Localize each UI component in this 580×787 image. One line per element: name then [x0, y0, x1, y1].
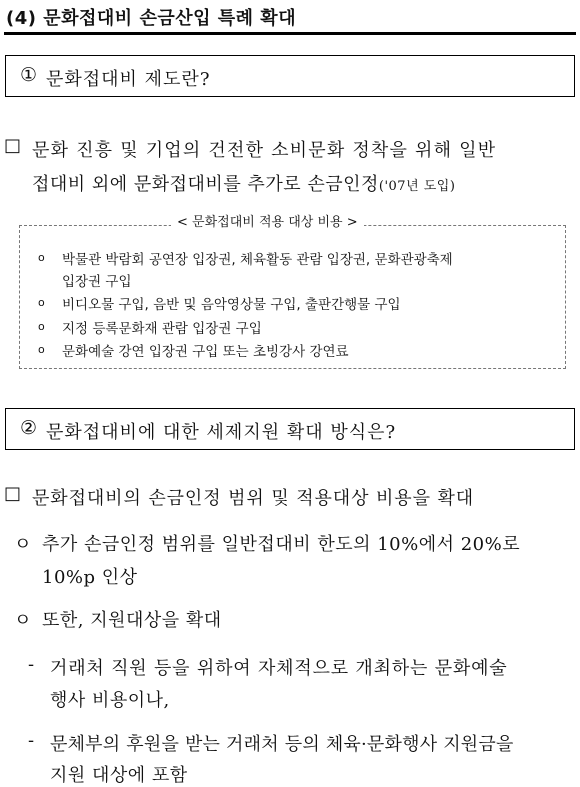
paragraph-1-line-2: 접대비 외에 문화접대비를 추가로 손금인정 — [32, 174, 379, 195]
dash-item-1-marker: - — [28, 654, 35, 675]
expense-bullet: o — [38, 296, 45, 309]
section-title: (4) 문화접대비 손금산입 특례 확대 — [6, 8, 297, 29]
expense-item-2: 비디오물 구입, 음반 및 음악영상물 구입, 출판간행물 구입 — [62, 297, 401, 313]
question-box-2 — [5, 408, 575, 450]
sub-bullet-1-line-2: 10%p 인상 — [42, 567, 138, 588]
sub-bullet-2-marker: ㅇ — [14, 610, 32, 631]
paragraph-1-year-note: ('07년 도입) — [378, 179, 456, 194]
expense-bullet: o — [38, 320, 45, 333]
expense-item-4: 문화예술 강연 입장권 구입 또는 초빙강사 강연료 — [62, 344, 349, 360]
expense-item-1: 박물관 박람회 공연장 입장권, 체육활동 관람 입장권, 문화관광축제 — [62, 252, 453, 268]
sub-bullet-2-text: 또한, 지원대상을 확대 — [42, 610, 222, 631]
question-2-text: 문화접대비에 대한 세제지원 확대 방식은? — [46, 422, 397, 443]
dash-item-2-line-1: 문체부의 후원을 받는 거래처 등의 체육·문화행사 지원금을 — [50, 734, 514, 755]
paragraph-1-line-1: 문화 진흥 및 기업의 건전한 소비문화 정착을 위해 일반 — [32, 140, 497, 161]
question-box-1 — [5, 55, 575, 97]
expense-bullet: o — [38, 343, 45, 356]
question-1-text: 문화접대비 제도란? — [46, 69, 211, 90]
dash-item-1-line-2: 행사 비용이나, — [50, 690, 170, 711]
paragraph-2-text: 문화접대비의 손금인정 범위 및 적용대상 비용을 확대 — [32, 488, 475, 509]
title-divider — [4, 32, 576, 35]
sub-bullet-1-line-1: 추가 손금인정 범위를 일반접대비 한도의 10%에서 20%로 — [42, 534, 521, 555]
expense-bullet: o — [38, 251, 45, 264]
sub-bullet-1-marker: ㅇ — [14, 534, 32, 555]
circled-number-2: ② — [20, 417, 38, 439]
circled-number-1: ① — [20, 64, 38, 86]
paragraph-2-marker: □ — [4, 483, 22, 504]
expense-item-3: 지정 등록문화재 관람 입장권 구입 — [62, 321, 262, 337]
dash-item-2-line-2: 지원 대상에 포함 — [50, 765, 188, 786]
expense-list-title: < 문화접대비 적용 대상 비용 > — [171, 211, 364, 230]
dash-item-1-line-1: 거래처 직원 등을 위하여 자체적으로 개최하는 문화예술 — [50, 658, 508, 679]
paragraph-1-marker: □ — [4, 135, 22, 156]
dash-item-2-marker: - — [28, 730, 35, 751]
expense-item-1-cont: 입장권 구입 — [62, 274, 132, 290]
